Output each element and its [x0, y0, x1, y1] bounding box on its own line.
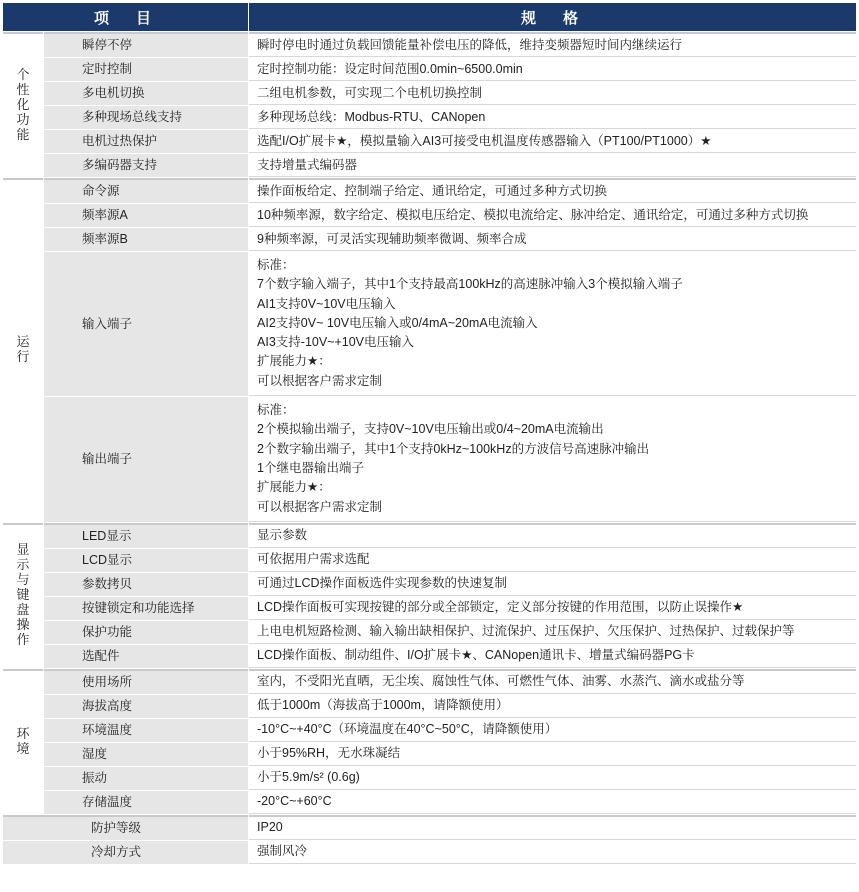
spec-value: 10种频率源，数字给定、模拟电压给定、模拟电流给定、脉冲给定、通讯给定，可通过多种方式切换	[249, 204, 856, 227]
item-label: 定时控制	[44, 58, 248, 81]
item-label: 参数拷贝	[44, 573, 248, 596]
table-row	[3, 106, 856, 129]
spec-line: 标准：	[257, 258, 295, 272]
spec-value: 上电电机短路检测、输入输出缺相保护、过流保护、过压保护、欠压保护、过热保护、过载保护等	[249, 621, 856, 644]
spec-value: IP20	[249, 815, 856, 840]
spec-value: LCD操作面板、制动组件、I/O扩展卡★、CANopen通讯卡、增量式编码器PG卡	[249, 645, 856, 668]
spec-line: AI2支持0V~ 10V电压输入或0/4mA~20mA电流输入	[257, 315, 538, 330]
table-row	[3, 178, 856, 203]
item-label: 输入端子	[44, 252, 248, 396]
item-label: 振动	[44, 767, 248, 790]
item-label: 命令源	[44, 178, 248, 203]
table-row	[3, 645, 856, 668]
item-label: 使用场所	[44, 669, 248, 694]
group-label: 运行	[3, 178, 43, 522]
spec-line: 1个继电器输出端子	[257, 460, 364, 475]
spec-table	[2, 2, 857, 865]
item-label: 环境温度	[44, 719, 248, 742]
group-label: 显示与键盘操作	[3, 523, 43, 668]
item-label: 海拔高度	[44, 695, 248, 718]
spec-value: 显示参数	[249, 523, 856, 548]
spec-value: 小于95%RH，无水珠凝结	[249, 743, 856, 766]
table-row	[3, 523, 856, 548]
table-row	[3, 791, 856, 814]
spec-value: -10°C~+40°C（环境温度在40°C~50°C，请降额使用）	[249, 719, 856, 742]
item-label: 按键锁定和功能选择	[44, 597, 248, 620]
spec-value: 瞬时停电时通过负载回馈能量补偿电压的降低，维持变频器短时间内继续运行	[249, 32, 856, 57]
spec-value: 多种现场总线：Modbus-RTU、CANopen	[249, 106, 856, 129]
spec-value: 定时控制功能：设定时间范围0.0min~6500.0min	[249, 58, 856, 81]
spec-line: 2个数字输出端子，其中1个支持0kHz~100kHz的方波信号高速脉冲输出	[257, 441, 650, 456]
table-row	[3, 397, 856, 522]
table-row	[3, 841, 856, 864]
spec-value: 室内，不受阳光直晒，无尘埃、腐蚀性气体、可燃性气体、油雾、水蒸汽、滴水或盐分等	[249, 669, 856, 694]
spec-value-multiline	[249, 252, 856, 396]
item-label: 冷却方式	[3, 841, 248, 864]
table-row	[3, 252, 856, 396]
spec-line: 扩展能力★：	[257, 480, 331, 495]
item-label: 选配件	[44, 645, 248, 668]
spec-value: 二组电机参数，可实现二个电机切换控制	[249, 82, 856, 105]
spec-value: 9种频率源，可灵活实现辅助频率微调、频率合成	[249, 228, 856, 251]
spec-value: -20°C~+60°C	[249, 791, 856, 814]
item-label: 频率源B	[44, 228, 248, 251]
spec-value: 低于1000m（海拔高于1000m，请降额使用）	[249, 695, 856, 718]
table-row	[3, 204, 856, 227]
table-row	[3, 154, 856, 177]
table-row	[3, 669, 856, 694]
item-label: 多电机切换	[44, 82, 248, 105]
table-row	[3, 815, 856, 840]
item-label: 多种现场总线支持	[44, 106, 248, 129]
spec-value-multiline	[249, 397, 856, 522]
spec-value: 可依据用户需求选配	[249, 549, 856, 572]
spec-line: 2个模拟输出端子，支持0V~10V电压输出或0/4~20mA电流输出	[257, 422, 604, 437]
item-label: 多编码器支持	[44, 154, 248, 177]
table-row	[3, 228, 856, 251]
table-row	[3, 695, 856, 718]
group-label: 个性化功能	[3, 32, 43, 177]
table-row	[3, 743, 856, 766]
spec-line: 标准：	[257, 403, 295, 418]
table-row	[3, 767, 856, 790]
spec-value: 选配I/O扩展卡★，模拟量输入AI3可接受电机温度传感器输入（PT100/PT1000）★	[249, 130, 856, 153]
spec-line: 扩展能力★：	[257, 354, 331, 369]
table-row	[3, 130, 856, 153]
item-label: 电机过热保护	[44, 130, 248, 153]
spec-value: 操作面板给定、控制端子给定、通讯给定，可通过多种方式切换	[249, 178, 856, 203]
table-row	[3, 549, 856, 572]
item-label: 湿度	[44, 743, 248, 766]
table-row	[3, 719, 856, 742]
header-row	[3, 3, 856, 31]
spec-value: 支持增量式编码器	[249, 154, 856, 177]
spec-line: AI1支持0V~10V电压输入	[257, 296, 396, 311]
item-label: LCD显示	[44, 549, 248, 572]
group-label: 环境	[3, 669, 43, 814]
spec-line: 可以根据客户需求定制	[257, 373, 383, 388]
table-row	[3, 82, 856, 105]
table-row	[3, 597, 856, 620]
item-label: 输出端子	[44, 397, 248, 522]
item-label: LED显示	[44, 523, 248, 548]
table-row	[3, 58, 856, 81]
spec-value: LCD操作面板可实现按键的部分或全部锁定，定义部分按键的作用范围，以防止误操作★	[249, 597, 856, 620]
item-label: 防护等级	[3, 815, 248, 840]
spec-line: 可以根据客户需求定制	[257, 499, 383, 514]
table-row	[3, 573, 856, 596]
spec-line: 7个数字输入端子，其中1个支持最高100kHz的高速脉冲输入3个模拟输入端子	[257, 277, 683, 292]
header-item: 项 目	[3, 3, 248, 31]
table-row	[3, 32, 856, 57]
spec-value: 强制风冷	[249, 841, 856, 864]
spec-line: AI3支持-10V~+10V电压输入	[257, 335, 415, 350]
table-row	[3, 621, 856, 644]
item-label: 保护功能	[44, 621, 248, 644]
item-label: 存储温度	[44, 791, 248, 814]
spec-value: 小于5.9m/s² (0.6g)	[249, 767, 856, 790]
item-label: 瞬停不停	[44, 32, 248, 57]
header-spec: 规 格	[249, 3, 856, 31]
spec-value: 可通过LCD操作面板选件实现参数的快速复制	[249, 573, 856, 596]
item-label: 频率源A	[44, 204, 248, 227]
